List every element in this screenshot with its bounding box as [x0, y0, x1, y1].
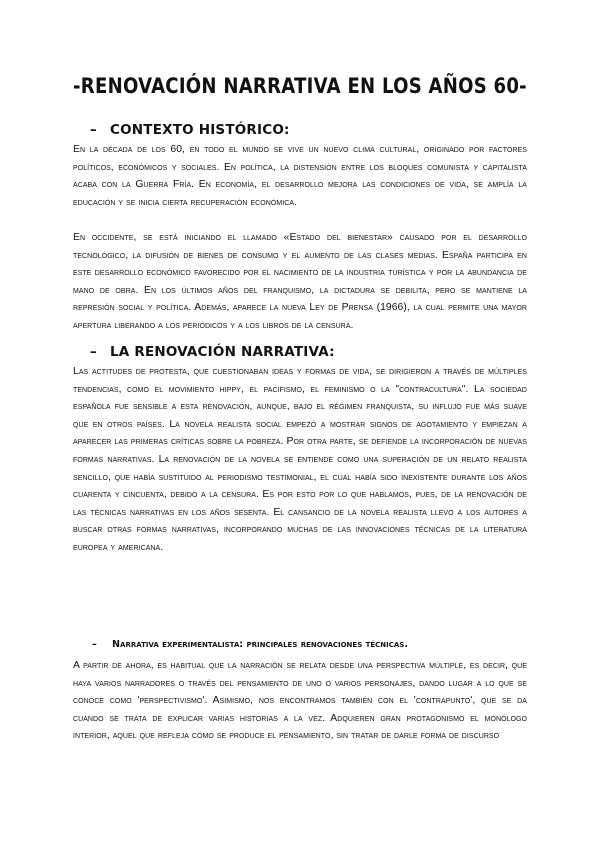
- heading-text: Narrativa experimentalista: principales renovaciones técnicas.: [112, 639, 408, 650]
- section-heading-renovation: [90, 344, 335, 360]
- paragraph-experimental-1: A partir de ahora, es habitual que la narración se relata desde una perspectiva múltiple, es decir, que haya varios narradores o través del pensamiento de uno o varios personajes, dando lugar a lo que se conoce como 'perspectivismo'. Asimismo, nos encontramos también con el 'contrapunto', que se da cuando se trata de explicar varias historias a la vez. Adquieren gran protagonismo el monólogo interior, aquel que refleja cómo se produce el pensamiento, sin tratar de darle forma de discurso: [73, 660, 527, 742]
- paragraph-context-2: En occidente, se está iniciando el llamado «Estado del bienestar» causado por el desarrollo tecnológico, la difusión de bienes de consumo y el aumento de las clases medias. España participa en este desarrollo económico favorecido por el nacimiento de la industria turística y por la abundancia de mano de obra. En los últimos años del franquismo, la dictadura se debilita, pero se mantiene la represión social y política. Además, aparece la nueva Ley de Prensa (1966), la cual permite una mayor apertura liberando a los periódicos y a los libros de la censura.: [73, 232, 527, 331]
- heading-dash: –: [90, 122, 97, 138]
- document-title: -RENOVACIÓN NARRATIVA EN LOS AÑOS 60-: [73, 74, 527, 98]
- paragraph-renovation-1: Las actitudes de protesta, que cuestionaban ideas y formas de vida, se dirigieron a través de múltiples tendencias, como el movimiento hippy, el pacifismo, el feminismo o la "contracultura". La sociedad española fue sensible a esta renovación, aunque, bajo el régimen franquista, su influjo fue más suave que en otros países. La novela realista social empezó a mostrar signos de agotamiento y empiezan a aparecer las primeras críticas sobre la pobreza. Por otra parte, se defiende la incorporación de nuevas formas narrativas. La renovación de la novela se entiende como una superación de un relato realista sencillo, que había sustituido al periodismo testimonial, el cual había sido inexistente durante los años cuarenta y cincuenta, debido a la censura. Es por esto por lo que hablamos, pues, de la renovación de las técnicas narrativas en los años sesenta. El cansancio de la novela realista llevó a los autores a buscar otras formas narrativas, incorporando muchas de las innovaciones técnicas de la literatura europea y americana.: [73, 366, 527, 553]
- subsection-heading-experimental: [92, 639, 408, 650]
- section-heading-context: [90, 122, 290, 138]
- heading-dash: –: [90, 344, 97, 360]
- heading-text: CONTEXTO HISTÓRICO:: [110, 122, 290, 138]
- heading-text: LA RENOVACIÓN NARRATIVA:: [110, 344, 335, 360]
- heading-dash: –: [92, 639, 97, 650]
- paragraph-context-1: En la década de los 60, en todo el mundo se vive un nuevo clima cultural, originado por factores políticos, económicos y sociales. En política, la distensión entre los bloques comunista y capitalista acaba con la Guerra Fría. En economía, el desarrollo mejora las condiciones de vida, se amplía la educación y se inicia cierta recuperación económica.: [73, 144, 527, 208]
